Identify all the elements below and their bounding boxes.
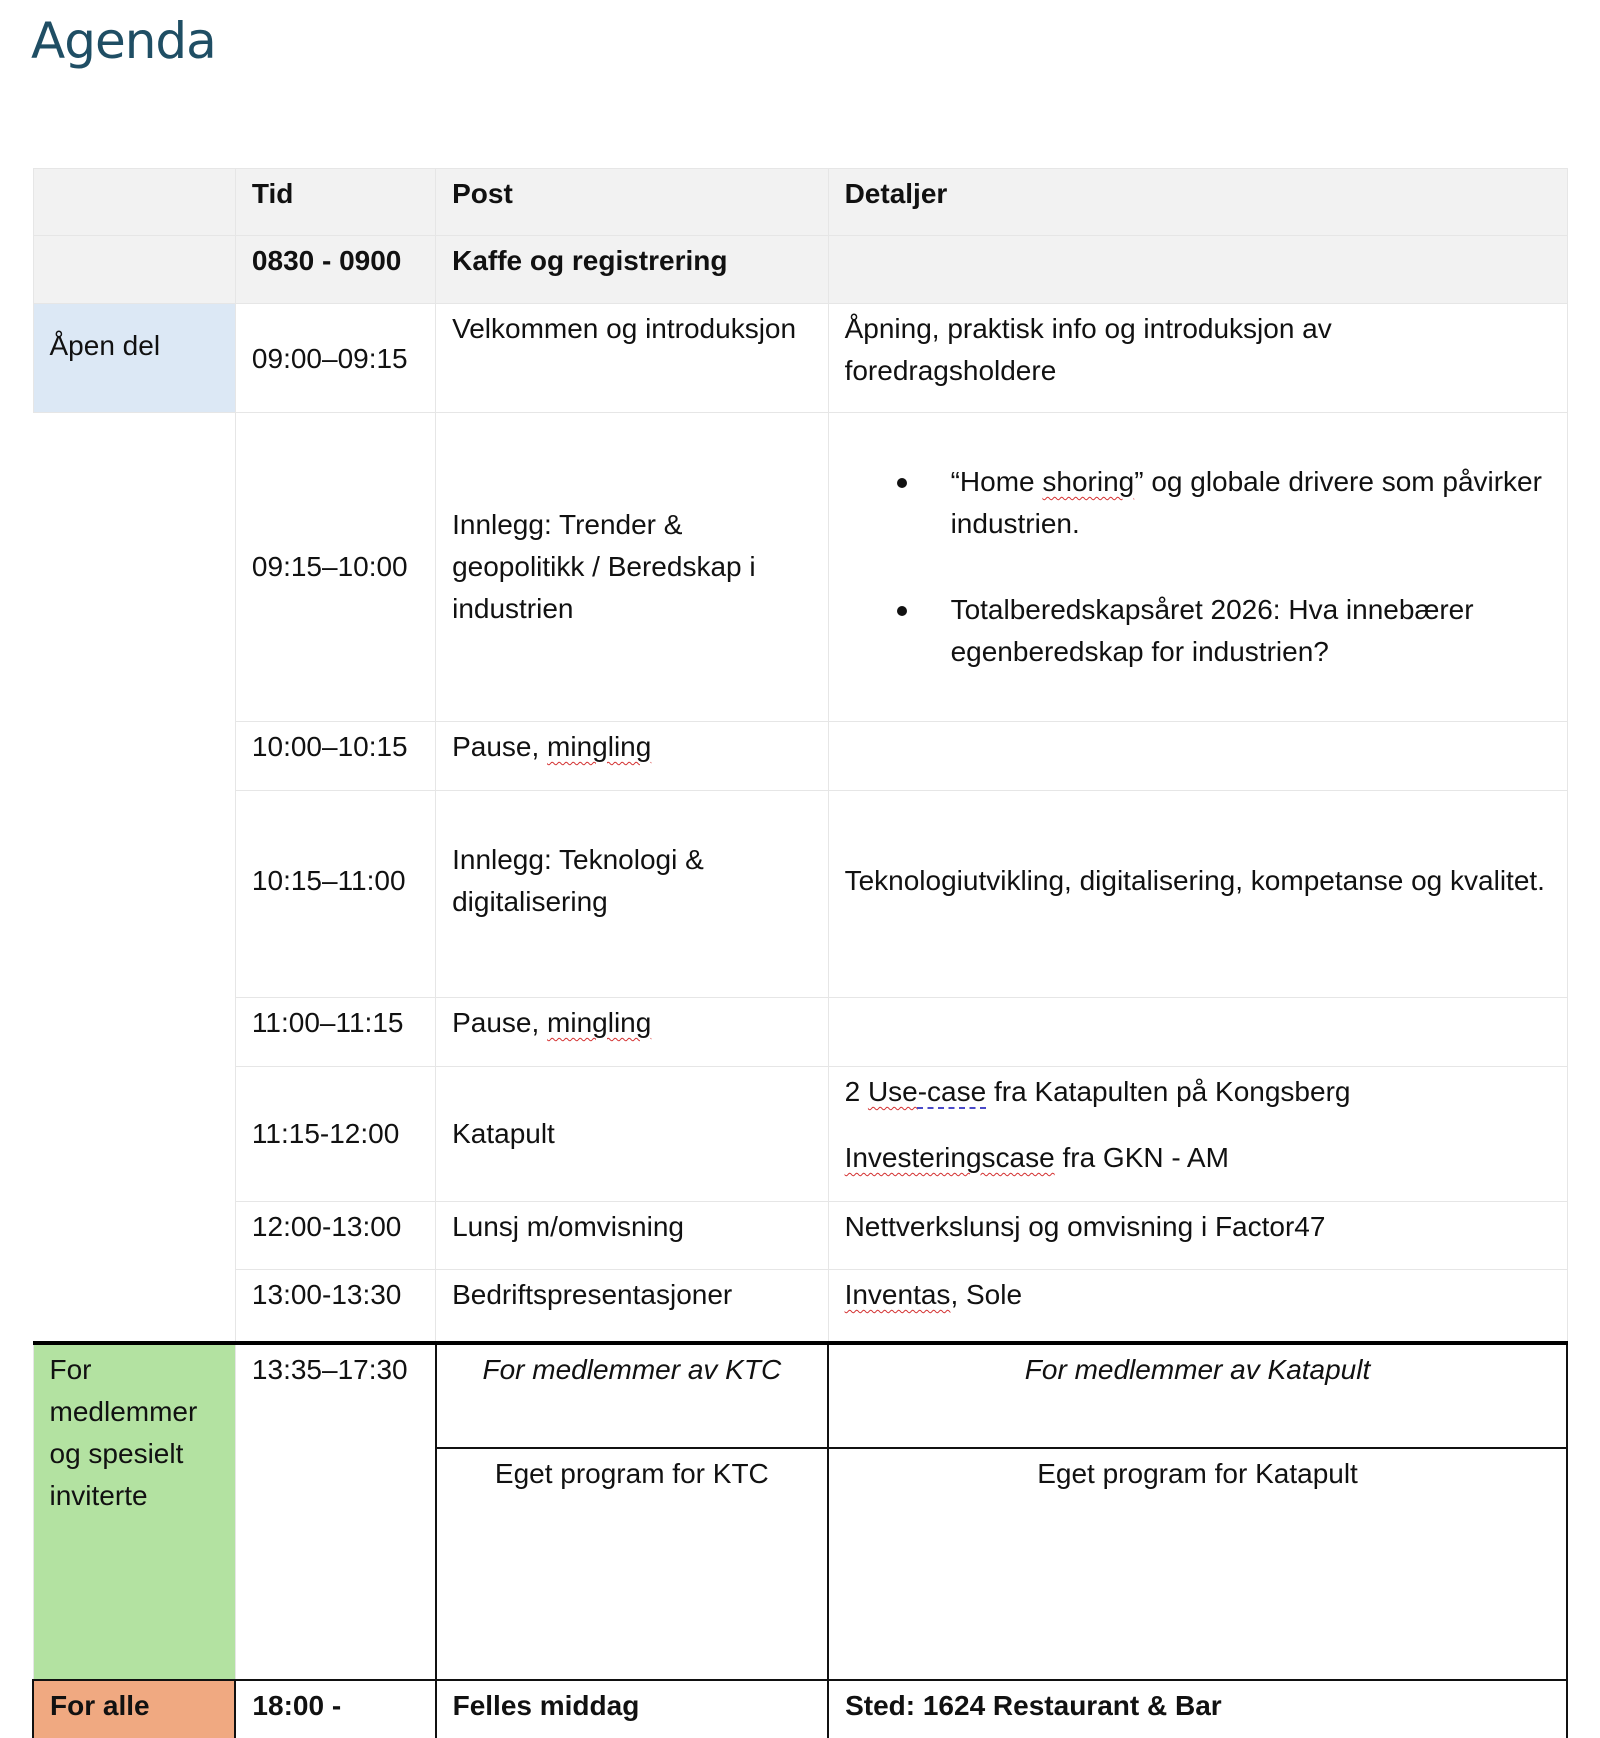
katapult-post: Katapult xyxy=(436,1067,828,1202)
members-section-label: For medlemmer og spesielt inviterte xyxy=(33,1343,235,1680)
for-alle-label: For alle xyxy=(33,1680,235,1738)
katapult-detail-1-d: fra Katapulten på Kongsberg xyxy=(986,1076,1351,1107)
velkommen-time xyxy=(235,304,435,413)
coffee-row xyxy=(33,236,1567,304)
trender-bullet-1-b: shoring xyxy=(1042,466,1135,497)
lunsj-time: 12:00-13:00 xyxy=(235,1202,435,1270)
pause2-time: 11:00–11:15 xyxy=(235,998,435,1067)
trender-bullet-1-c: ” og globale drivere som påvirker industrien. xyxy=(950,466,1542,539)
velkommen-time-text: 09:00–09:15 xyxy=(251,343,408,374)
katapult-detail-1-b: Use xyxy=(867,1076,918,1107)
bullet-dot-icon xyxy=(897,606,907,616)
trender-time: 09:15–10:00 xyxy=(235,413,435,722)
velkommen-details: Åpning, praktisk info og introduksjon av foredragsholdere xyxy=(828,304,1567,413)
members-ktc-program: Eget program for KTC xyxy=(436,1448,828,1680)
open-section-label xyxy=(33,304,235,413)
pause1-post-b: mingling xyxy=(547,731,652,762)
agenda-row-pause-1 xyxy=(33,722,1567,791)
pause1-details xyxy=(828,722,1567,791)
katapult-detail-1-c: -case xyxy=(917,1076,987,1107)
trender-post: Innlegg: Trender & geopolitikk / Beredskap i industrien xyxy=(436,413,828,722)
agenda-row-lunsj xyxy=(33,1202,1567,1270)
lunsj-post: Lunsj m/omvisning xyxy=(436,1202,828,1270)
bedrift-post: Bedriftspresentasjoner xyxy=(436,1270,828,1344)
agenda-table xyxy=(32,168,1568,1738)
bedrift-details-a: Inventas xyxy=(844,1279,951,1310)
trender-bullet-list xyxy=(845,461,1551,673)
velkommen-post: Velkommen og introduksjon xyxy=(436,304,828,413)
coffee-empty-cell xyxy=(33,236,235,304)
header-tid: Tid xyxy=(235,169,435,236)
katapult-detail-1 xyxy=(845,1071,1551,1113)
final-time: 18:00 - xyxy=(235,1680,435,1738)
agenda-row-velkommen xyxy=(33,304,1567,413)
members-katapult-header: For medlemmer av Katapult xyxy=(828,1343,1567,1448)
pause1-time: 10:00–10:15 xyxy=(235,722,435,791)
final-row xyxy=(33,1680,1567,1738)
bedrift-details-b: , Sole xyxy=(950,1279,1023,1310)
bedrift-details xyxy=(828,1270,1567,1344)
coffee-post: Kaffe og registrering xyxy=(436,236,828,304)
trender-bullet-2-text: Totalberedskapsåret 2026: Hva innebærer egenberedskap for industrien? xyxy=(950,594,1474,667)
members-time: 13:35–17:30 xyxy=(235,1343,435,1680)
members-ktc-header: For medlemmer av KTC xyxy=(436,1343,828,1448)
bullet-dot-icon xyxy=(897,478,907,488)
open-section-text: Åpen del xyxy=(49,330,161,361)
bedrift-time: 13:00-13:30 xyxy=(235,1270,435,1344)
katapult-details xyxy=(828,1067,1567,1202)
pause2-details xyxy=(828,998,1567,1067)
trender-bullet-2 xyxy=(845,589,1551,673)
pause1-post-a: Pause, xyxy=(452,731,548,762)
header-detaljer: Detaljer xyxy=(828,169,1567,236)
pause2-post-b: mingling xyxy=(547,1007,652,1038)
teknologi-details: Teknologiutvikling, digitalisering, kompetanse og kvalitet. xyxy=(828,791,1567,998)
agenda-row-bedrift xyxy=(33,1270,1567,1344)
members-header-row xyxy=(33,1343,1567,1448)
teknologi-post: Innlegg: Teknologi & digitalisering xyxy=(436,791,828,998)
pause1-post xyxy=(436,722,828,791)
teknologi-time: 10:15–11:00 xyxy=(235,791,435,998)
final-post: Felles middag xyxy=(436,1680,828,1738)
trender-bullet-1 xyxy=(845,461,1551,545)
agenda-row-trender xyxy=(33,413,1567,722)
katapult-detail-2-b: fra GKN - AM xyxy=(1054,1142,1229,1173)
coffee-details xyxy=(828,236,1567,304)
agenda-row-pause-2 xyxy=(33,998,1567,1067)
table-header-row xyxy=(33,169,1567,236)
final-details: Sted: 1624 Restaurant & Bar xyxy=(828,1680,1567,1738)
trender-bullet-1-a: “Home xyxy=(950,466,1043,497)
katapult-detail-1-a: 2 xyxy=(844,1076,868,1107)
agenda-row-teknologi xyxy=(33,791,1567,998)
open-section-spacer xyxy=(33,413,235,1344)
header-post: Post xyxy=(436,169,828,236)
members-katapult-program: Eget program for Katapult xyxy=(828,1448,1567,1680)
pause2-post xyxy=(436,998,828,1067)
katapult-time: 11:15-12:00 xyxy=(235,1067,435,1202)
header-empty-cell xyxy=(33,169,235,236)
agenda-row-katapult xyxy=(33,1067,1567,1202)
coffee-time: 0830 - 0900 xyxy=(235,236,435,304)
katapult-detail-2 xyxy=(845,1137,1551,1179)
pause2-post-a: Pause, xyxy=(452,1007,548,1038)
page-title: Agenda xyxy=(31,12,216,70)
katapult-detail-2-a: Investeringscase xyxy=(844,1142,1055,1173)
lunsj-details: Nettverkslunsj og omvisning i Factor47 xyxy=(828,1202,1567,1270)
trender-details xyxy=(828,413,1567,722)
